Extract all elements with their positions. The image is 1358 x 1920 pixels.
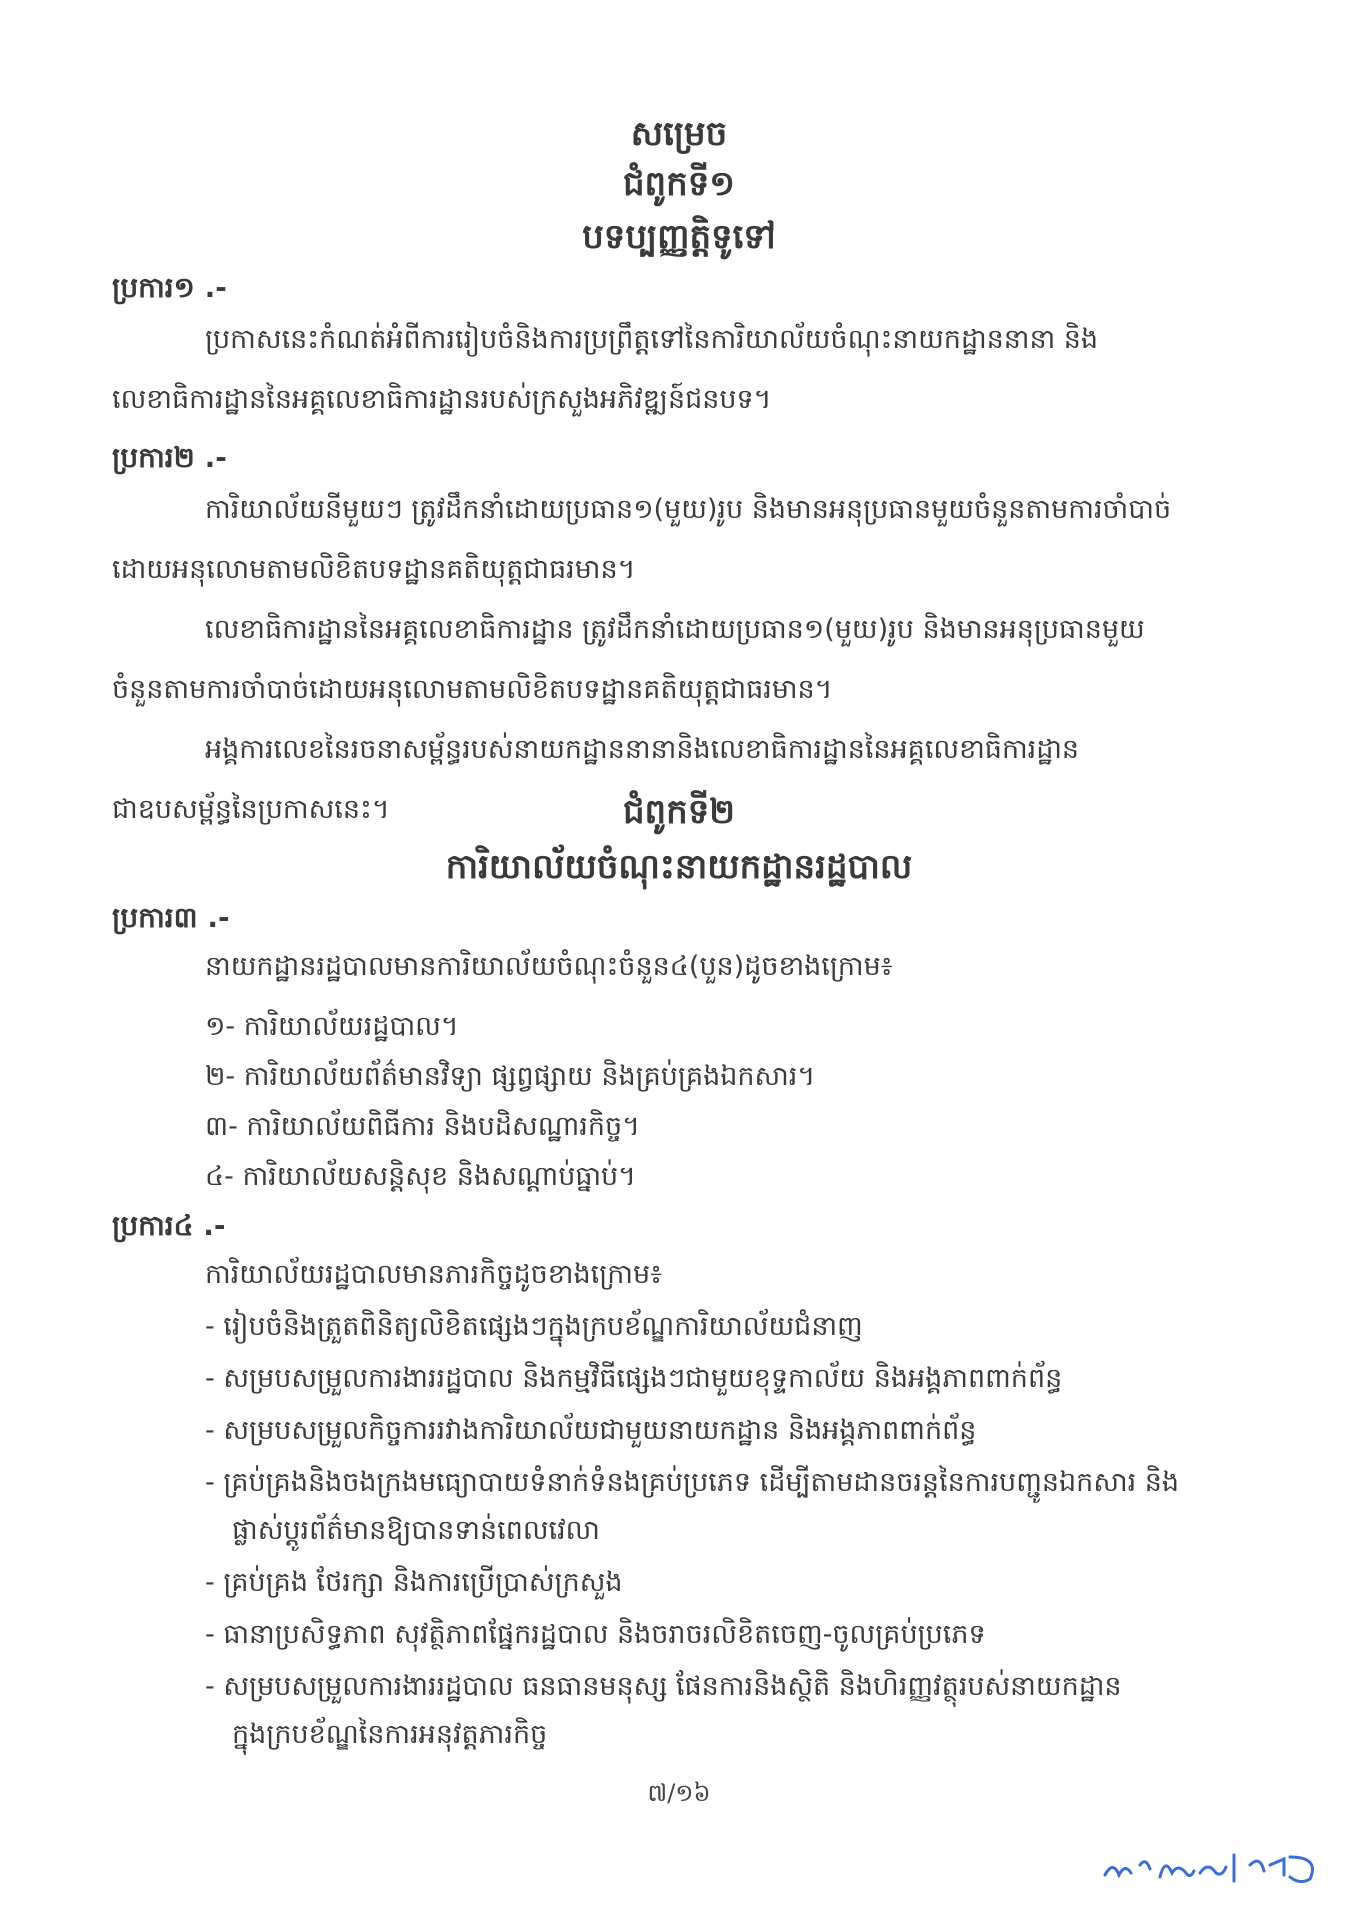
list-item: - រៀបចំនិងត្រួតពិនិត្យលិខិតផ្សេងៗក្នុងក្របខ័ណ្ឌការិយាល័យជំនាញ — [205, 1311, 863, 1342]
chapter-2-heading: ជំពូកទី២ — [622, 792, 736, 832]
list-item: - សម្របសម្រួលការងាររដ្ឋបាល ធនធានមនុស្ស ផែនការនិងស្ថិតិ និងហិរញ្ញវត្ថុរបស់នាយកដ្ឋាន — [205, 1671, 1122, 1702]
list-item: - សម្របសម្រួលកិច្ចការរវាងការិយាល័យជាមួយនាយកដ្ឋាន និងអង្គភាពពាក់ព័ន្ធ — [205, 1415, 977, 1446]
article-4-intro: ការិយាល័យរដ្ឋបាលមានភារកិច្ចដូចខាងក្រោម៖ — [205, 1259, 662, 1290]
list-item: ២- ការិយាល័យព័ត៌មានវិទ្យា ផ្សព្វផ្សាយ និងគ្រប់គ្រងឯកសារ។ — [205, 1061, 816, 1092]
article-1-text: ប្រកាសនេះកំណត់អំពីការរៀបចំនិងការប្រព្រឹត្តទៅនៃការិយាល័យចំណុះនាយកដ្ឋាននានា និង — [205, 324, 1099, 355]
list-item-continuation: ផ្លាស់ប្តូរព័ត៌មានឱ្យបានទាន់ពេលវេលា — [232, 1515, 600, 1546]
decision-heading: សម្រេច — [630, 114, 728, 154]
article-2-text: ចំនួនតាមការចាំបាច់ដោយអនុលោមតាមលិខិតបទដ្ឋានគតិយុត្តជាធរមាន។ — [112, 674, 833, 705]
list-item: - គ្រប់គ្រង ថែរក្សា និងការប្រើប្រាស់ក្រសួង — [205, 1567, 623, 1598]
article-1-text: លេខាធិការដ្ឋាននៃអគ្គលេខាធិការដ្ឋានរបស់ក្រសួងអភិវឌ្ឍន៍ជនបទ។ — [112, 384, 772, 415]
chapter-2-title: ការិយាល័យចំណុះនាយកដ្ឋានរដ្ឋបាល — [445, 847, 913, 887]
chapter-1-title: បទប្បញ្ញត្តិទូទៅ — [582, 217, 776, 257]
article-3-intro: នាយកដ្ឋានរដ្ឋបាលមានការិយាល័យចំណុះចំនួន៤(បួន)ដូចខាងក្រោម៖ — [205, 951, 893, 982]
article-3-label: ប្រការ៣ .- — [112, 901, 230, 934]
article-2-text: អង្គការលេខនៃរចនាសម្ព័ន្ធរបស់នាយកដ្ឋាននានានិងលេខាធិការដ្ឋាននៃអគ្គលេខាធិការដ្ឋាន — [205, 734, 1080, 765]
list-item: - សម្របសម្រួលការងាររដ្ឋបាល និងកម្មវិធីផ្សេងៗជាមួយខុទ្ទកាល័យ និងអង្គភាពពាក់ព័ន្ធ — [205, 1363, 1063, 1394]
article-2-label: ប្រការ២ .- — [112, 441, 227, 474]
list-item: ១- ការិយាល័យរដ្ឋបាល។ — [205, 1011, 459, 1042]
article-2-text: ជាឧបសម្ព័ន្ធនៃប្រកាសនេះ។ — [112, 794, 390, 825]
list-item: ៣- ការិយាល័យពិធីការ និងបដិសណ្ឋារកិច្ច។ — [205, 1111, 640, 1142]
article-2-text: ការិយាល័យនីមួយៗ ត្រូវដឹកនាំដោយប្រធាន១(មួយ)រូប និងមានអនុប្រធានមួយចំនួនតាមការចាំបាច់ — [205, 494, 1172, 525]
article-1-label: ប្រការ១ .- — [112, 271, 227, 304]
list-item: - គ្រប់គ្រងនិងចងក្រងមធ្យោបាយទំនាក់ទំនងគ្រប់ប្រភេទ ដើម្បីតាមដានចរន្តនៃការបញ្ជូនឯកសារ និង — [205, 1467, 1180, 1498]
list-item: - ធានាប្រសិទ្ធភាព សុវត្ថិភាពផ្នែករដ្ឋបាល និងចរាចរលិខិតចេញ-ចូលគ្រប់ប្រភេទ — [205, 1619, 986, 1650]
signature-initials-icon — [1100, 1835, 1330, 1895]
article-2-text: ដោយអនុលោមតាមលិខិតបទដ្ឋានគតិយុត្តជាធរមាន។ — [112, 554, 636, 585]
page-number: ៧/១៦ — [647, 1779, 711, 1807]
chapter-1-heading: ជំពូកទី១ — [622, 164, 736, 204]
article-2-text: លេខាធិការដ្ឋាននៃអគ្គលេខាធិការដ្ឋាន ត្រូវដឹកនាំដោយប្រធាន១(មួយ)រូប និងមានអនុប្រធានមួយ — [205, 614, 1145, 645]
article-4-label: ប្រការ៤ .- — [112, 1209, 226, 1242]
list-item: ៤- ការិយាល័យសន្តិសុខ និងសណ្តាប់ធ្នាប់។ — [205, 1161, 636, 1192]
list-item-continuation: ក្នុងក្របខ័ណ្ឌនៃការអនុវត្តភារកិច្ច — [232, 1719, 548, 1750]
